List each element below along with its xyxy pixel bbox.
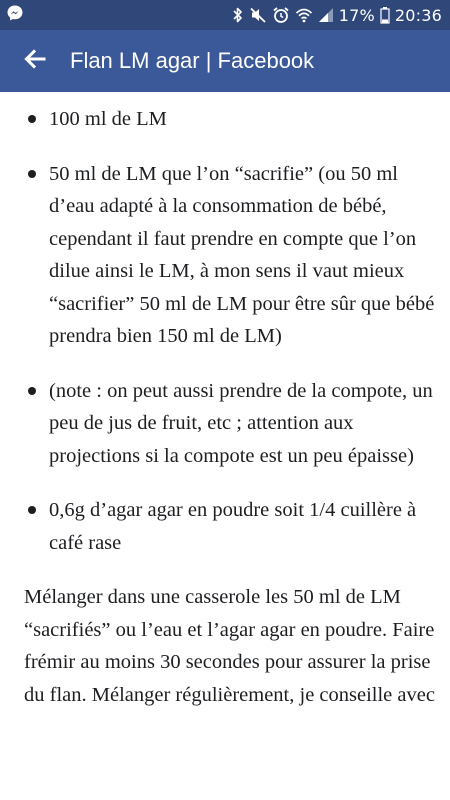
list-item (0, 494, 450, 559)
ingredient-list (0, 103, 450, 559)
alarm-icon (272, 6, 290, 24)
signal-icon (318, 6, 334, 24)
list-item-text: 50 ml de LM que l’on “sacrifie” (ou 50 ml d’eau adapté à la consommation de bébé, cependant il faut prendre en compte que l’on dilue ainsi le LM, à mon sens il vaut mieux “sacrifier” 50 ml de LM pour être sûr que bébé prendra bien 150 ml de LM) (49, 162, 435, 347)
status-bar (0, 0, 450, 30)
list-item (0, 103, 450, 136)
instructions-paragraph: Mélanger dans une casserole les 50 ml de LM “sacrifiés” ou l’eau et l’agar agar en poudre. Faire frémir au moins 30 secondes pour assurer la prise du flan. Mélanger régulièrement, je conseille avec (24, 586, 435, 706)
list-item (0, 158, 450, 353)
list-item-text: 100 ml de LM (49, 108, 167, 130)
wifi-icon (295, 6, 313, 24)
clock: 20:36 (394, 5, 442, 25)
back-button[interactable] (0, 30, 70, 92)
bullet-icon (28, 387, 36, 395)
list-item-text: (note : on peut aussi prendre de la compote, un peu de jus de fruit, etc ; attention aux projections si la compote est un peu épaisse) (49, 379, 433, 467)
page-title: Flan LM agar | Facebook (70, 48, 315, 73)
messenger-icon (6, 4, 24, 26)
app-bar (0, 30, 450, 92)
battery-icon (380, 6, 390, 24)
article-content (0, 92, 450, 800)
bluetooth-icon (232, 6, 244, 24)
list-item-text: 0,6g d’agar agar en poudre soit 1/4 cuillère à café rase (49, 499, 417, 554)
back-arrow-icon (24, 49, 46, 74)
bullet-icon (28, 115, 36, 123)
bullet-icon (28, 506, 36, 514)
battery-percent: 17% (338, 5, 375, 25)
mute-icon (249, 6, 267, 24)
list-item (0, 375, 450, 473)
bullet-icon (28, 170, 36, 178)
